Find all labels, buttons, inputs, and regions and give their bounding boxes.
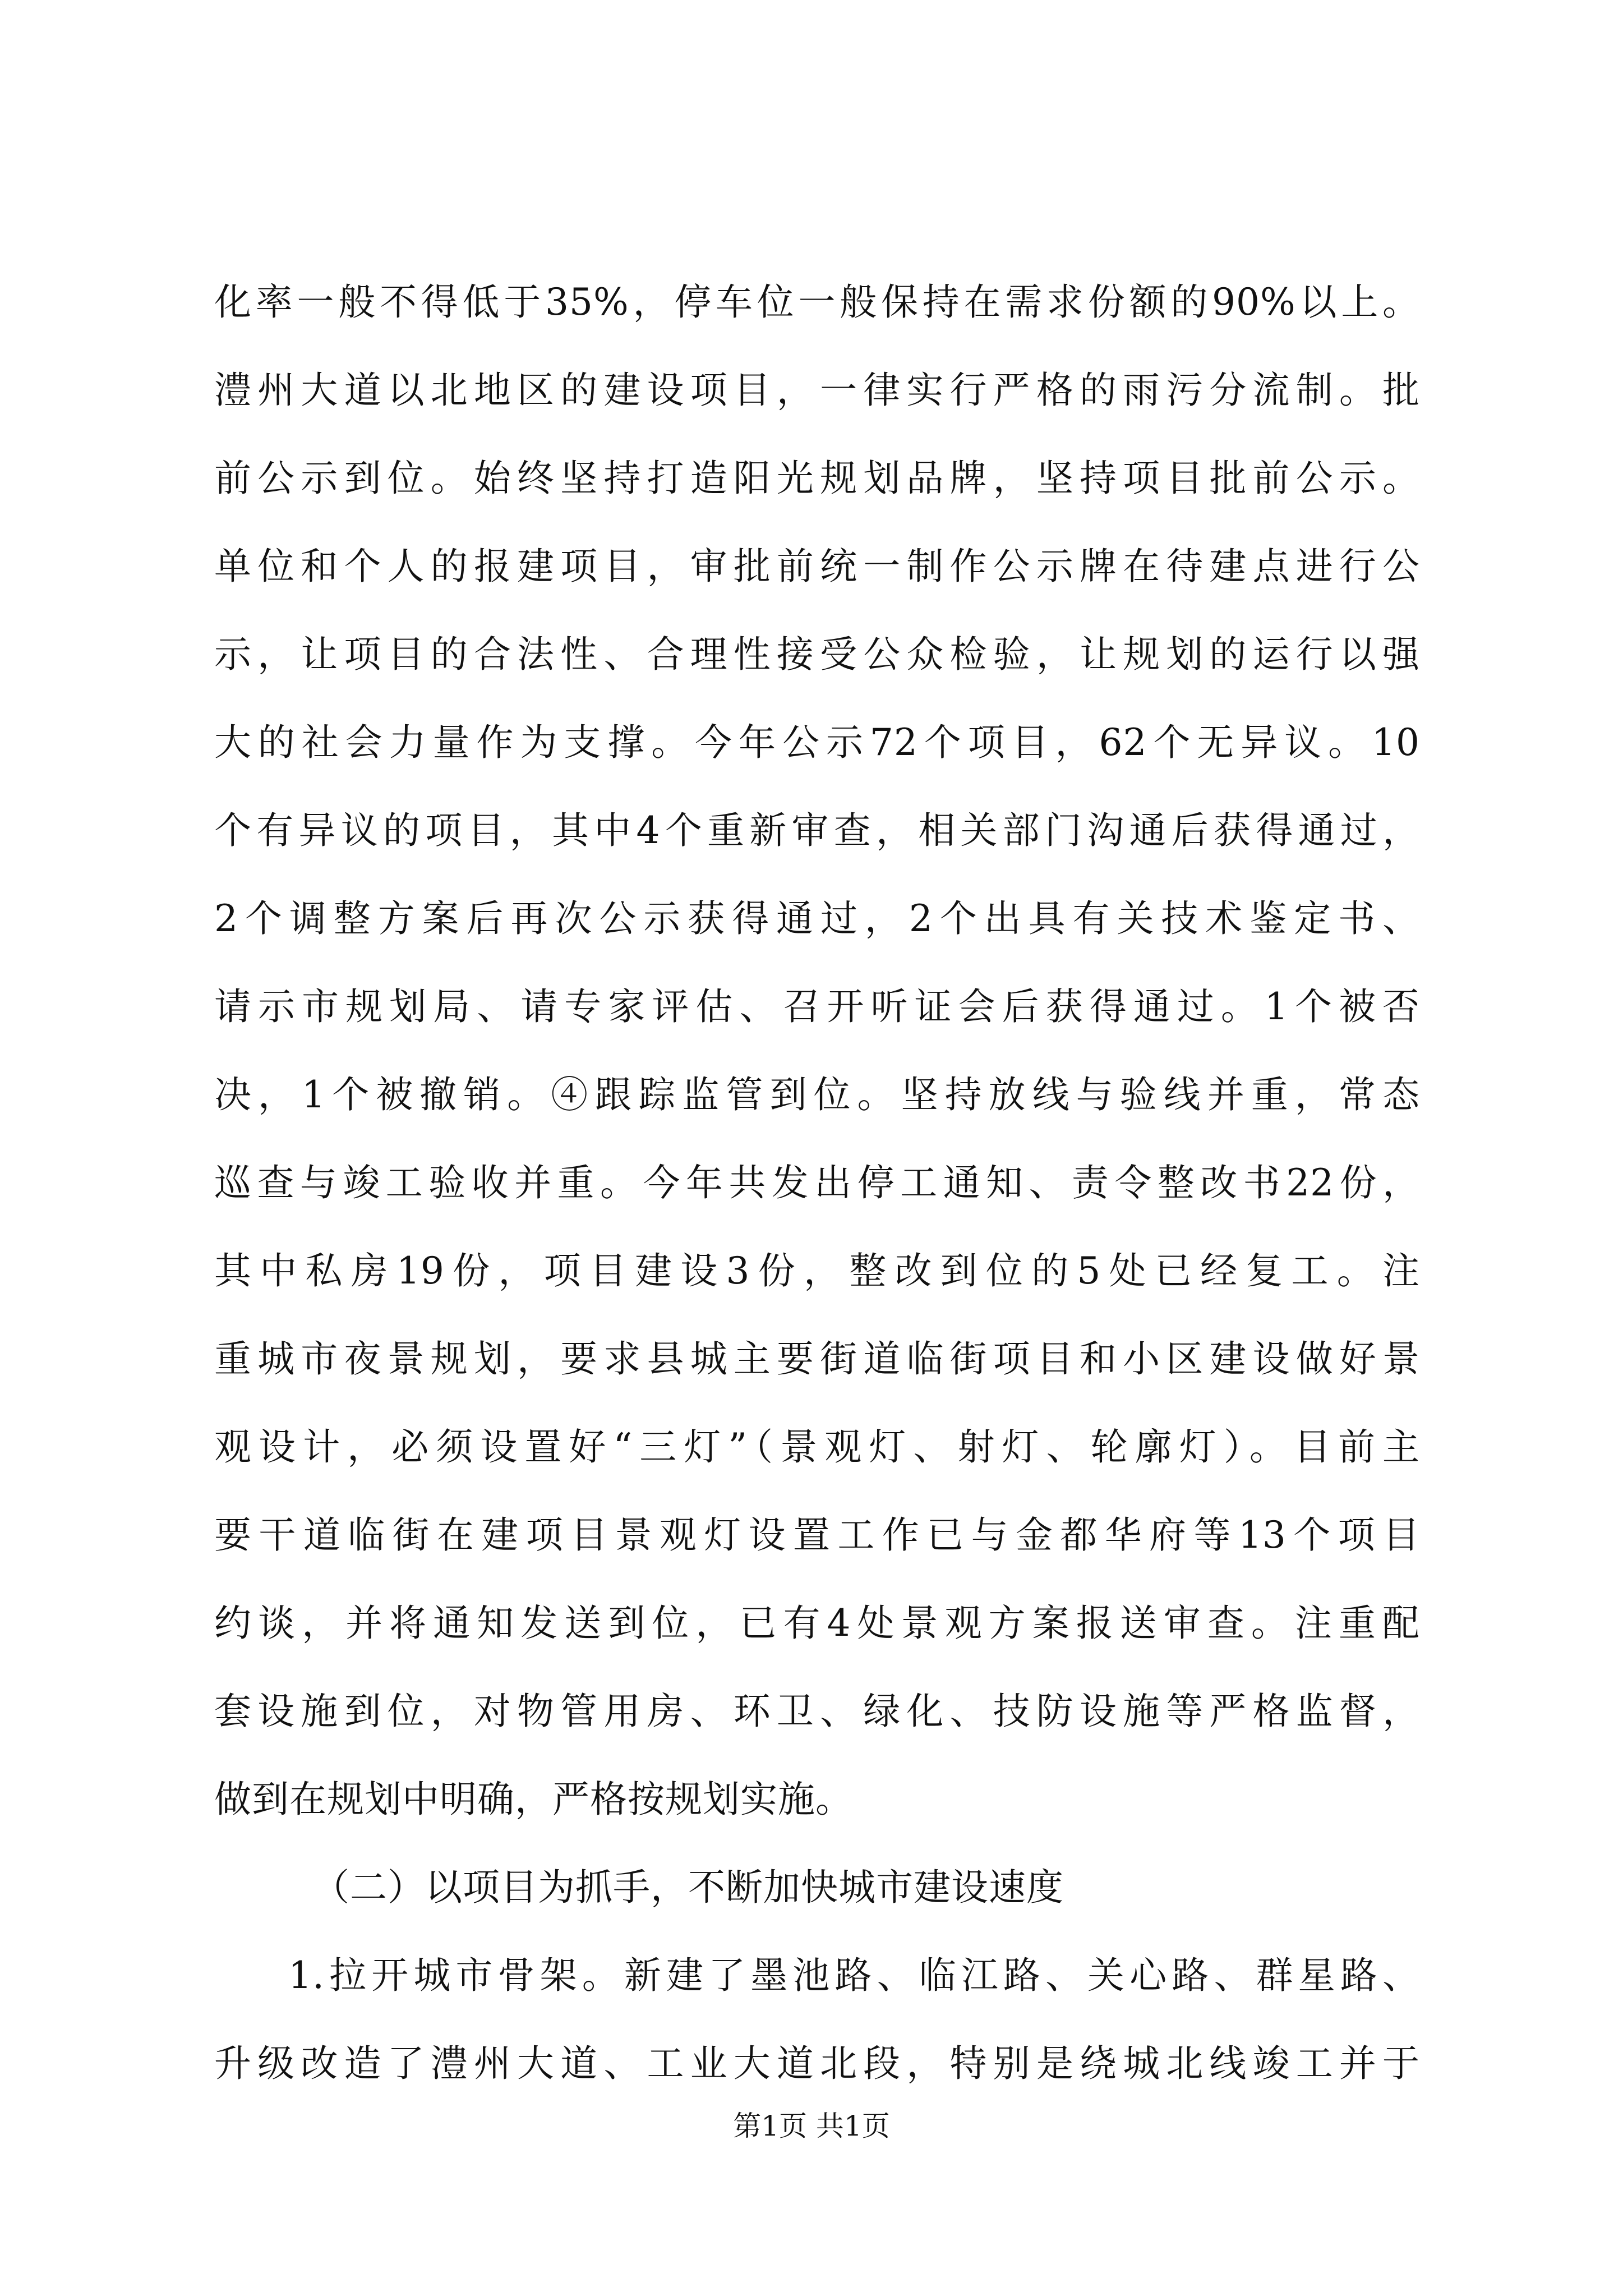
section-heading: （二）以项目为抓手，不断加快城市建设速度 [312,1866,1064,1909]
text-line: 请示市规划局、请专家评估、召开听证会后获得通过。1个被否 [214,985,1420,1028]
text-line: 巡查与竣工验收并重。今年共发出停工通知、责令整改书22份， [214,1161,1420,1204]
text-line: 做到在规划中明确，严格按规划实施。 [214,1778,853,1821]
text-line: 其中私房19份，项目建设3份，整改到位的5处已经复工。注 [214,1249,1420,1292]
text-line: 重城市夜景规划，要求县城主要街道临街项目和小区建设做好景 [214,1337,1420,1381]
text-line: 单位和个人的报建项目，审批前统一制作公示牌在待建点进行公 [214,545,1420,588]
text-line: 示，让项目的合法性、合理性接受公众检验，让规划的运行以强 [214,633,1420,676]
page-footer: 第1页 共1页 [733,2110,890,2142]
text-line: 升级改造了澧州大道、工业大道北段，特别是绕城北线竣工并于 [214,2042,1420,2085]
text-line: 2个调整方案后再次公示获得通过，2个出具有关技术鉴定书、 [214,897,1420,940]
document-body [214,258,1420,2108]
text-line: 澧州大道以北地区的建设项目，一律实行严格的雨污分流制。批 [214,369,1420,412]
text-line: 1.拉开城市骨架。新建了墨池路、临江路、关心路、群星路、 [288,1954,1420,1997]
text-line: 决，1个被撤销。④跟踪监管到位。坚持放线与验线并重，常态 [214,1073,1420,1116]
text-line: 个有异议的项目，其中4个重新审查，相关部门沟通后获得通过， [214,809,1420,852]
text-line: 前公示到位。始终坚持打造阳光规划品牌，坚持项目批前公示。 [214,457,1420,500]
text-line: 约谈，并将通知发送到位，已有4处景观方案报送审查。注重配 [214,1602,1420,1645]
text-line: 化率一般不得低于35%，停车位一般保持在需求份额的90%以上。 [214,280,1420,324]
text-line: 要干道临街在建项目景观灯设置工作已与金都华府等13个项目 [214,1513,1420,1557]
text-line: 观设计，必须设置好“三灯”（景观灯、射灯、轮廓灯）。目前主 [214,1425,1420,1469]
text-line: 大的社会力量作为支撑。今年公示72个项目，62个无异议。10 [214,721,1420,764]
text-line: 套设施到位，对物管用房、环卫、绿化、技防设施等严格监督， [214,1690,1420,1733]
